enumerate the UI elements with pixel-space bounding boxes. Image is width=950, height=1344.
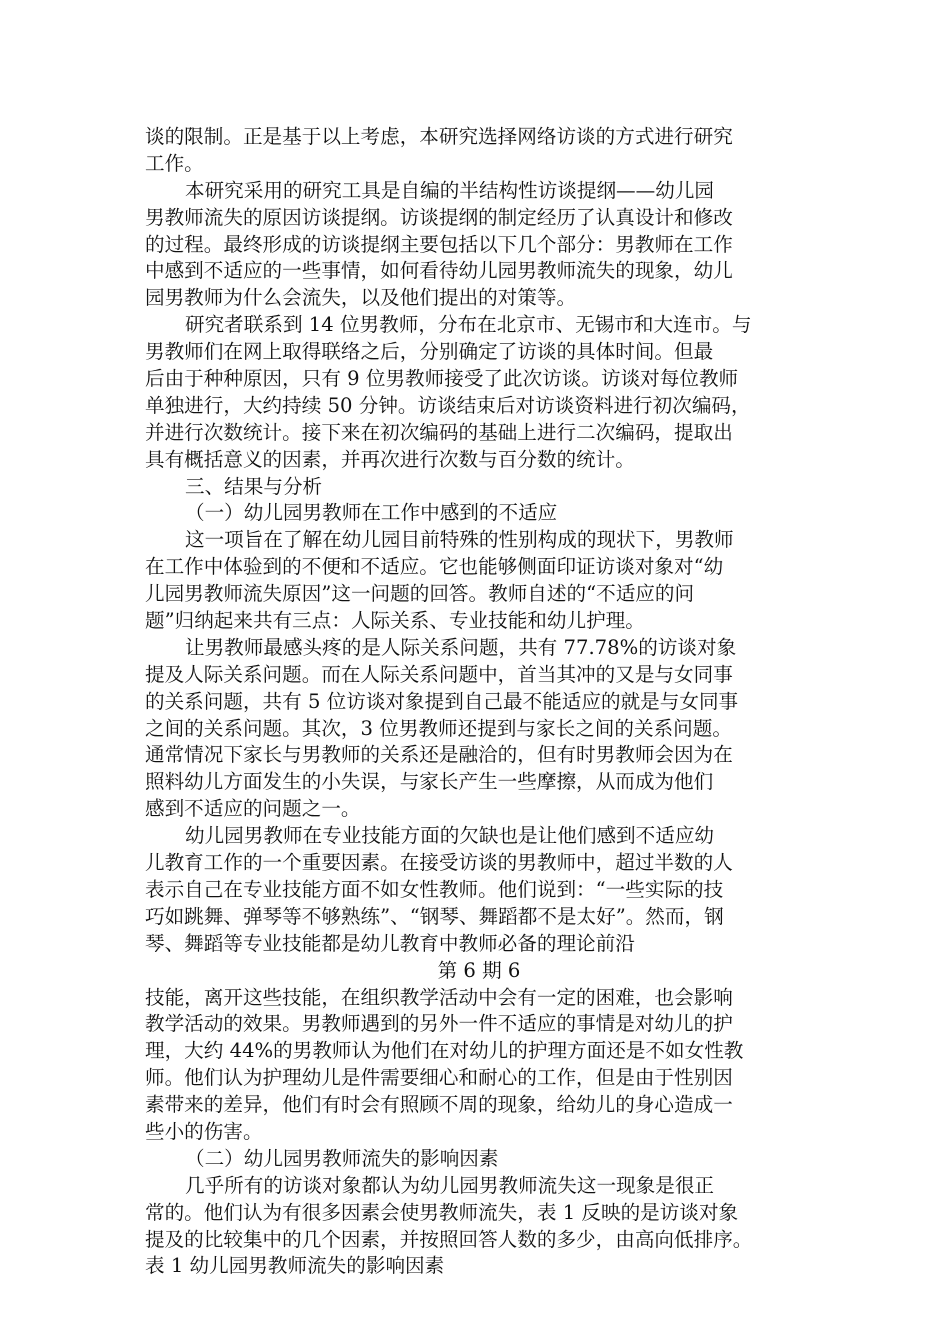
text-line: 师。他们认为护理幼儿是件需要细心和耐心的工作，但是由于性别因 <box>145 1066 733 1090</box>
subsection-heading: （二）幼儿园男教师流失的影响因素 <box>185 1146 499 1170</box>
text-line: 具有概括意义的因素，并再次进行次数与百分数的统计。 <box>145 447 635 471</box>
text-line: 技能，离开这些技能，在组织教学活动中会有一定的困难，也会影响 <box>145 985 733 1009</box>
text-line: 单独进行，大约持续 50 分钟。访谈结束后对访谈资料进行初次编码， <box>145 393 751 417</box>
text-line: 男教师流失的原因访谈提纲。访谈提纲的制定经历了认真设计和修改 <box>145 205 733 229</box>
text-line: 幼儿园男教师在专业技能方面的欠缺也是让他们感到不适应幼 <box>185 824 715 848</box>
document-page <box>145 124 813 1280</box>
text-line: 些小的伤害。 <box>145 1119 263 1143</box>
table-caption: 表 1 幼儿园男教师流失的影响因素 <box>145 1254 445 1278</box>
text-line: 理，大约 44%的男教师认为他们在对幼儿的护理方面还是不如女性教 <box>145 1039 744 1063</box>
text-line: 感到不适应的问题之一。 <box>145 797 361 821</box>
text-line: 本研究采用的研究工具是自编的半结构性访谈提纲——幼儿园 <box>185 178 715 202</box>
text-line: 通常情况下家长与男教师的关系还是融洽的，但有时男教师会因为在 <box>145 743 733 767</box>
text-line: 之间的关系问题。其次，3 位男教师还提到与家长之间的关系问题。 <box>145 716 732 740</box>
text-line: 让男教师最感头疼的是人际关系问题，共有 77.78%的访谈对象 <box>185 635 737 659</box>
text-line: 提及人际关系问题。而在人际关系问题中，首当其冲的又是与女同事 <box>145 662 733 686</box>
text-line: 巧如跳舞、弹琴等不够熟练”、“钢琴、舞蹈都不是太好”。然而，钢 <box>145 904 724 928</box>
text-line: 表示自己在专业技能方面不如女性教师。他们说到：“一些实际的技 <box>145 877 724 901</box>
text-line: 工作。 <box>145 151 204 175</box>
text-line: 中感到不适应的一些事情，如何看待幼儿园男教师流失的现象，幼儿 <box>145 259 733 283</box>
text-line: 谈的限制。正是基于以上考虑，本研究选择网络访谈的方式进行研究 <box>145 125 733 148</box>
text-line: 教学活动的效果。男教师遇到的另外一件不适应的事情是对幼儿的护 <box>145 1012 733 1036</box>
text-line: 后由于种种原因，只有 9 位男教师接受了此次访谈。访谈对每位教师 <box>145 367 739 391</box>
text-line: 儿园男教师流失原因”这一问题的回答。教师自述的“不适应的问 <box>145 582 695 606</box>
text-line: 这一项旨在了解在幼儿园目前特殊的性别构成的现状下，男教师 <box>185 528 734 552</box>
section-heading: 三、结果与分析 <box>185 474 323 498</box>
text-line: 男教师们在网上取得联络之后，分别确定了访谈的具体时间。但最 <box>145 340 714 364</box>
text-line: 的关系问题，共有 5 位访谈对象提到自己最不能适应的就是与女同事 <box>145 689 739 713</box>
text-line: 题”归纳起来共有三点：人际关系、专业技能和幼儿护理。 <box>145 609 645 633</box>
page-number: 第 6 期 6 <box>437 958 521 982</box>
text-line: 几乎所有的访谈对象都认为幼儿园男教师流失这一现象是很正 <box>185 1173 715 1197</box>
text-line: 研究者联系到 14 位男教师，分布在北京市、无锡市和大连市。与 <box>185 313 752 337</box>
text-line: 照料幼儿方面发生的小失误，与家长产生一些摩擦，从而成为他们 <box>145 770 714 794</box>
text-line: 园男教师为什么会流失，以及他们提出的对策等。 <box>145 286 577 310</box>
text-line: 在工作中体验到的不便和不适应。它也能够侧面印证访谈对象对“幼 <box>145 555 724 579</box>
text-line: 儿教育工作的一个重要因素。在接受访谈的男教师中，超过半数的人 <box>145 851 733 875</box>
text-line: 提及的比较集中的几个因素，并按照回答人数的多少，由高向低排序。 <box>145 1227 753 1251</box>
text-line: 素带来的差异，他们有时会有照顾不周的现象，给幼儿的身心造成一 <box>145 1093 733 1117</box>
text-line: 的过程。最终形成的访谈提纲主要包括以下几个部分：男教师在工作 <box>145 232 733 256</box>
subsection-heading: （一）幼儿园男教师在工作中感到的不适应 <box>185 501 558 525</box>
text-line: 并进行次数统计。接下来在初次编码的基础上进行二次编码，提取出 <box>145 420 733 444</box>
text-line: 常的。他们认为有很多因素会使男教师流失，表 1 反映的是访谈对象 <box>145 1200 739 1224</box>
text-line: 琴、舞蹈等专业技能都是幼儿教育中教师必备的理论前沿 <box>145 931 635 955</box>
